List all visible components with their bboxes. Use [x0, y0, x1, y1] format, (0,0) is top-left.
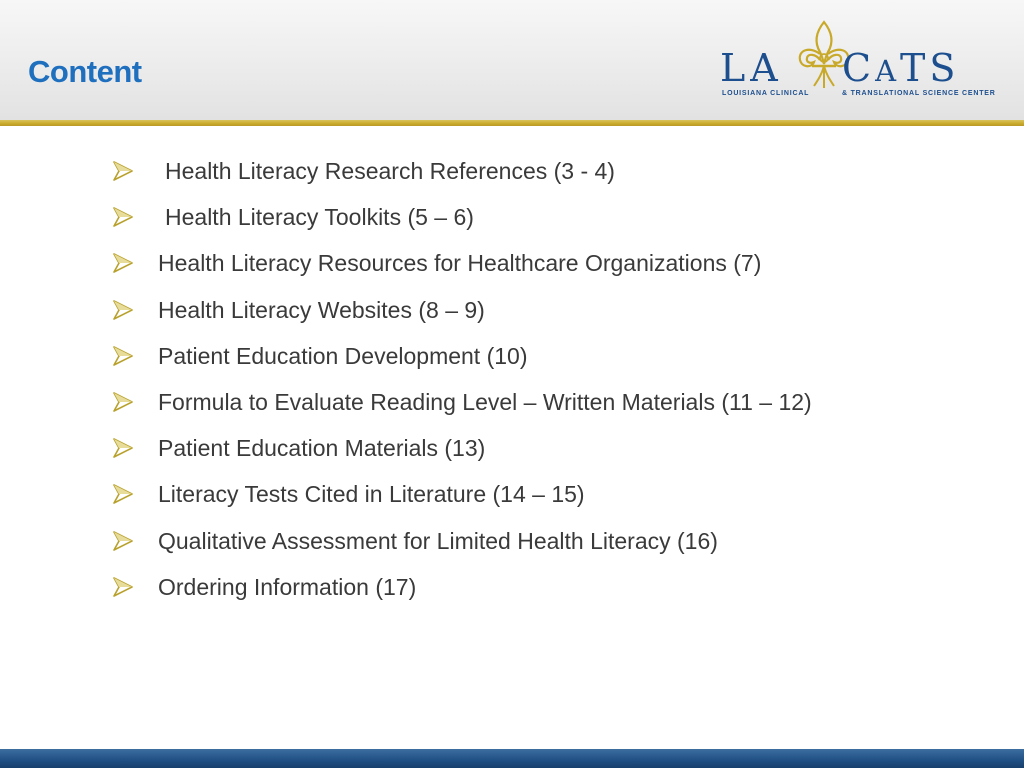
arrow-bullet-icon: [112, 295, 158, 325]
list-item: [112, 433, 812, 479]
list-item-label: Qualitative Assessment for Limited Health Literacy (16): [158, 527, 718, 554]
page-title: Content: [28, 54, 142, 89]
arrow-bullet-icon: [112, 572, 158, 602]
arrow-bullet-icon: [112, 202, 158, 232]
list-item: [112, 341, 812, 387]
list-item-label: Health Literacy Websites (8 – 9): [158, 296, 485, 323]
lacats-logo: [716, 18, 998, 106]
list-item-label: Patient Education Materials (13): [158, 435, 486, 462]
list-item-label: Formula to Evaluate Reading Level – Written Materials (11 – 12): [158, 388, 812, 415]
list-item-label: Ordering Information (17): [158, 573, 417, 600]
list-item: [112, 387, 812, 433]
list-item-label: Literacy Tests Cited in Literature (14 – 15): [158, 481, 585, 508]
arrow-bullet-icon: [112, 156, 158, 186]
logo-subtitle-left: LOUISIANA CLINICAL: [722, 90, 810, 97]
arrow-bullet-icon: [112, 248, 158, 278]
footer-bar: [0, 749, 1024, 768]
list-item: [112, 156, 812, 202]
list-item: [112, 572, 812, 618]
logo-letter-a: A: [875, 54, 901, 88]
logo-text-la: LA: [720, 46, 783, 90]
list-item-label: Health Literacy Toolkits (5 – 6): [165, 204, 474, 231]
arrow-bullet-icon: [112, 387, 158, 417]
arrow-bullet-icon: [112, 341, 158, 371]
list-item: [112, 248, 812, 294]
arrow-bullet-icon: [112, 526, 158, 556]
list-item: [112, 526, 812, 572]
list-item: [112, 479, 812, 525]
logo-subtitle-right: & TRANSLATIONAL SCIENCE CENTER: [842, 90, 996, 97]
logo-text-cats: [842, 48, 959, 91]
list-item-label: Health Literacy Resources for Healthcare Organizations (7): [158, 250, 762, 277]
arrow-bullet-icon: [112, 479, 158, 509]
logo-letter-c: C: [842, 46, 876, 90]
list-item-label: Patient Education Development (10): [158, 342, 528, 369]
list-item-label: Health Literacy Research References (3 - 4): [165, 158, 615, 184]
header-gold-rule: [0, 120, 1024, 126]
list-item: [112, 202, 812, 248]
content-bullet-list: [112, 156, 812, 618]
logo-letters-ts: TS: [900, 46, 960, 90]
arrow-bullet-icon: [112, 433, 158, 463]
list-item: [112, 295, 812, 341]
